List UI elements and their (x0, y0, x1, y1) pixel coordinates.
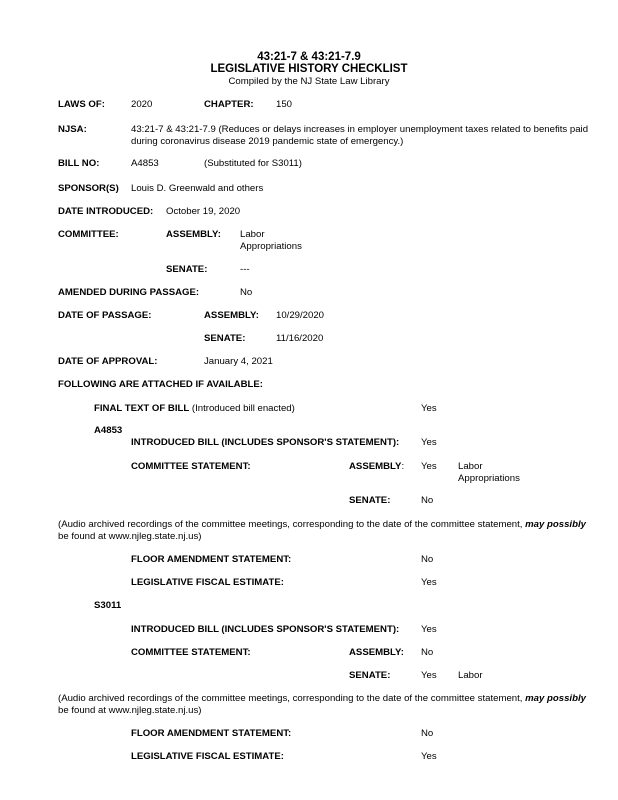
committee-senate-value: --- (240, 264, 250, 275)
sponsor-value: Louis D. Greenwald and others (131, 183, 264, 194)
a4853-committee-statement-label: COMMITTEE STATEMENT: (131, 461, 251, 472)
date-of-approval-label: DATE OF APPROVAL: (58, 356, 158, 367)
page-subtitle: LEGISLATIVE HISTORY CHECKLIST (210, 63, 408, 75)
a4853-audio-text: (Audio archived recordings of the committee meetings, corresponding to the date of the committee statement, (58, 519, 523, 530)
compiled-by: Compiled by the NJ State Law Library (228, 76, 390, 87)
final-text-label: FINAL TEXT OF BILL (94, 403, 190, 414)
committee-assembly-label: ASSEMBLY: (166, 229, 221, 240)
a4853-cs-assembly-label: ASSEMBLY (349, 461, 402, 472)
passage-assembly-value: 10/29/2020 (276, 310, 325, 321)
s3011-floor-label: FLOOR AMENDMENT STATEMENT: (131, 728, 292, 739)
final-text-note: (Introduced bill enacted) (191, 403, 295, 414)
a4853-cs-committee-line1: Labor (458, 461, 483, 472)
passage-assembly-label: ASSEMBLY: (204, 310, 259, 321)
date-introduced-label: DATE INTRODUCED: (58, 206, 154, 217)
a4853-cs-senate-value: No (421, 495, 434, 506)
chapter-value: 150 (276, 99, 293, 110)
date-introduced-value: October 19, 2020 (166, 206, 241, 217)
committee-senate-label: SENATE: (166, 264, 208, 275)
date-of-approval-value: January 4, 2021 (204, 356, 273, 367)
a4853-floor-label: FLOOR AMENDMENT STATEMENT: (131, 554, 292, 565)
a4853-cs-assembly-colon: : (401, 461, 405, 472)
s3011-audio-line2: be found at www.njleg.state.nj.us) (58, 705, 202, 716)
bill-no-value: A4853 (131, 158, 159, 169)
njsa-line1: 43:21-7 & 43:21-7.9 (Reduces or delays increases in employer unemployment taxes related to benefits paid (131, 124, 589, 135)
passage-senate-value: 11/16/2020 (276, 333, 324, 344)
committee-assembly-line2: Appropriations (240, 241, 302, 252)
committee-assembly-line1: Labor (240, 229, 265, 240)
a4853-cs-committee-line2: Appropriations (458, 473, 520, 484)
s3011-cs-assembly-label: ASSEMBLY: (349, 647, 404, 658)
s3011-fiscal-value: Yes (421, 751, 437, 762)
passage-senate-label: SENATE: (204, 333, 246, 344)
a4853-cs-assembly (349, 461, 404, 472)
final-text-value: Yes (421, 403, 437, 414)
s3011-cs-assembly-value: No (421, 647, 434, 658)
bill-no-note: (Substituted for S3011) (204, 158, 302, 169)
s3011-audio-emphasis: may possibly (525, 693, 586, 704)
a4853-audio-line2: be found at www.njleg.state.nj.us) (58, 531, 202, 542)
a4853-fiscal-label: LEGISLATIVE FISCAL ESTIMATE: (131, 577, 284, 588)
laws-of-value: 2020 (131, 99, 153, 110)
s3011-introduced-value: Yes (421, 624, 437, 635)
a4853-introduced-label: INTRODUCED BILL (INCLUDES SPONSOR'S STATEMENT): (131, 437, 400, 448)
sponsor-label: SPONSOR(S) (58, 183, 119, 194)
bill-no-label: BILL NO: (58, 158, 100, 169)
amended-value: No (240, 287, 253, 298)
a4853-heading: A4853 (94, 425, 123, 436)
s3011-cs-senate-label: SENATE: (349, 670, 391, 681)
committee-label: COMMITTEE: (58, 229, 119, 240)
s3011-audio-line1 (58, 693, 586, 704)
laws-of-label: LAWS OF: (58, 99, 105, 110)
s3011-fiscal-label: LEGISLATIVE FISCAL ESTIMATE: (131, 751, 284, 762)
s3011-introduced-label: INTRODUCED BILL (INCLUDES SPONSOR'S STATEMENT): (131, 624, 400, 635)
s3011-heading: S3011 (94, 600, 122, 611)
s3011-cs-senate-value: Yes (421, 670, 437, 681)
a4853-cs-senate-label: SENATE: (349, 495, 391, 506)
page-title: 43:21-7 & 43:21-7.9 (257, 51, 361, 63)
s3011-audio-text: (Audio archived recordings of the committee meetings, corresponding to the date of the committee statement, (58, 693, 523, 704)
a4853-audio-line1 (58, 519, 586, 530)
a4853-floor-value: No (421, 554, 434, 565)
s3011-floor-value: No (421, 728, 434, 739)
a4853-introduced-value: Yes (421, 437, 437, 448)
final-text-row (94, 403, 295, 414)
a4853-fiscal-value: Yes (421, 577, 437, 588)
njsa-line2: during coronavirus disease 2019 pandemic state of emergency.) (131, 136, 404, 147)
chapter-label: CHAPTER: (204, 99, 254, 110)
attached-heading: FOLLOWING ARE ATTACHED IF AVAILABLE: (58, 379, 263, 390)
a4853-audio-emphasis: may possibly (525, 519, 586, 530)
amended-label: AMENDED DURING PASSAGE: (58, 287, 200, 298)
s3011-cs-senate-committee: Labor (458, 670, 483, 681)
a4853-cs-assembly-value: Yes (421, 461, 437, 472)
njsa-label: NJSA: (58, 124, 87, 135)
s3011-committee-statement-label: COMMITTEE STATEMENT: (131, 647, 251, 658)
date-of-passage-label: DATE OF PASSAGE: (58, 310, 152, 321)
